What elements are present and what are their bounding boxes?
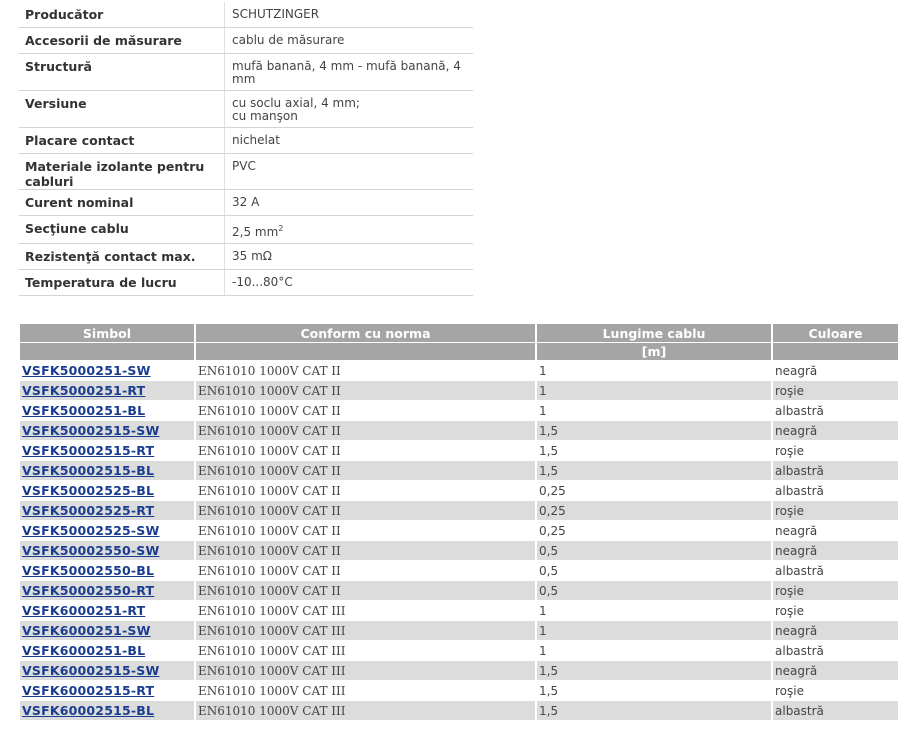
cell-symbol xyxy=(20,560,196,580)
spec-value-line xyxy=(232,276,473,289)
cell-color: albastră xyxy=(773,460,898,480)
spec-value-text: cu manşon xyxy=(232,109,298,123)
cell-norm: EN61010 1000V CAT III xyxy=(196,660,537,680)
cell-color: albastră xyxy=(773,560,898,580)
table-row xyxy=(20,480,898,500)
table-row xyxy=(20,660,898,680)
cell-cable-length: 1,5 xyxy=(537,660,773,680)
spec-value xyxy=(225,128,473,153)
cell-cable-length: 1,5 xyxy=(537,460,773,480)
product-symbol-link[interactable]: VSFK50002550-SW xyxy=(22,543,160,558)
spec-label: Structură xyxy=(19,54,225,90)
spec-value-text: 35 mΩ xyxy=(232,249,272,263)
cell-color: roşie xyxy=(773,580,898,600)
spec-value-line xyxy=(232,134,473,147)
product-symbol-link[interactable]: VSFK5000251-SW xyxy=(22,363,151,378)
cell-cable-length: 1 xyxy=(537,400,773,420)
cell-symbol xyxy=(20,640,196,660)
spec-label: Temperatura de lucru xyxy=(19,270,225,295)
table-row xyxy=(20,540,898,560)
spec-value xyxy=(225,216,473,243)
product-symbol-link[interactable]: VSFK6000251-SW xyxy=(22,623,151,638)
table-row xyxy=(20,620,898,640)
product-symbol-link[interactable]: VSFK50002515-BL xyxy=(22,463,155,478)
spec-value-line xyxy=(232,110,473,123)
spec-value-line xyxy=(232,60,473,86)
cell-cable-length: 1,5 xyxy=(537,680,773,700)
table-row xyxy=(20,500,898,520)
cell-norm: EN61010 1000V CAT III xyxy=(196,600,537,620)
spec-value-text: mufă banană, 4 mm - mufă banană, 4 mm xyxy=(232,59,461,86)
cell-symbol xyxy=(20,700,196,720)
spec-label: Producător xyxy=(19,2,225,27)
subheader-color xyxy=(773,342,898,360)
cell-symbol xyxy=(20,420,196,440)
spec-value xyxy=(225,270,473,295)
product-symbol-link[interactable]: VSFK60002515-RT xyxy=(22,683,155,698)
cell-norm: EN61010 1000V CAT II xyxy=(196,580,537,600)
spec-label: Versiune xyxy=(19,91,225,127)
product-symbol-link[interactable]: VSFK5000251-RT xyxy=(22,383,146,398)
specifications-table xyxy=(19,2,473,296)
spec-row xyxy=(19,190,473,216)
product-symbol-link[interactable]: VSFK50002525-RT xyxy=(22,503,155,518)
spec-value xyxy=(225,2,473,27)
cell-norm: EN61010 1000V CAT II xyxy=(196,380,537,400)
spec-row xyxy=(19,244,473,270)
cell-color: neagră xyxy=(773,540,898,560)
spec-row xyxy=(19,28,473,54)
spec-value-line xyxy=(232,160,473,173)
cell-cable-length: 0,5 xyxy=(537,580,773,600)
cell-norm: EN61010 1000V CAT II xyxy=(196,400,537,420)
table-row xyxy=(20,600,898,620)
cell-color: neagră xyxy=(773,420,898,440)
cell-cable-length: 1,5 xyxy=(537,420,773,440)
spec-value-line xyxy=(232,196,473,209)
cell-cable-length: 0,25 xyxy=(537,520,773,540)
cell-norm: EN61010 1000V CAT III xyxy=(196,640,537,660)
cell-color: roşie xyxy=(773,380,898,400)
product-symbol-link[interactable]: VSFK60002515-SW xyxy=(22,663,160,678)
cell-symbol xyxy=(20,400,196,420)
product-symbol-link[interactable]: VSFK50002550-RT xyxy=(22,583,155,598)
cell-symbol xyxy=(20,520,196,540)
product-symbol-link[interactable]: VSFK50002515-SW xyxy=(22,423,160,438)
table-row xyxy=(20,640,898,660)
table-row xyxy=(20,420,898,440)
product-symbol-link[interactable]: VSFK60002515-BL xyxy=(22,703,155,718)
cell-color: neagră xyxy=(773,620,898,640)
cell-cable-length: 1 xyxy=(537,380,773,400)
table-row xyxy=(20,360,898,380)
cell-cable-length: 1 xyxy=(537,620,773,640)
cell-color: neagră xyxy=(773,360,898,380)
header-cable-length[interactable]: Lungime cablu xyxy=(537,324,773,342)
cell-symbol xyxy=(20,620,196,640)
spec-value-line xyxy=(232,222,473,239)
cell-norm: EN61010 1000V CAT II xyxy=(196,460,537,480)
spec-value-line xyxy=(232,8,473,21)
cell-norm: EN61010 1000V CAT II xyxy=(196,540,537,560)
cell-norm: EN61010 1000V CAT II xyxy=(196,520,537,540)
spec-value xyxy=(225,244,473,269)
cell-norm: EN61010 1000V CAT II xyxy=(196,360,537,380)
spec-value-text: -10...80°C xyxy=(232,275,293,289)
cell-symbol xyxy=(20,540,196,560)
product-symbol-link[interactable]: VSFK50002550-BL xyxy=(22,563,155,578)
spec-value-line xyxy=(232,250,473,263)
cell-color: albastră xyxy=(773,640,898,660)
spec-value-text: 2,5 mm xyxy=(232,225,279,239)
spec-row xyxy=(19,2,473,28)
spec-label: Curent nominal xyxy=(19,190,225,215)
spec-value-superscript: 2 xyxy=(278,224,284,233)
cell-norm: EN61010 1000V CAT III xyxy=(196,700,537,720)
table-row xyxy=(20,400,898,420)
cell-cable-length: 1 xyxy=(537,360,773,380)
cell-cable-length: 0,5 xyxy=(537,540,773,560)
spec-row xyxy=(19,270,473,296)
cell-color: roşie xyxy=(773,500,898,520)
product-symbol-link[interactable]: VSFK5000251-BL xyxy=(22,403,146,418)
cell-cable-length: 0,25 xyxy=(537,500,773,520)
cell-color: neagră xyxy=(773,660,898,680)
cell-symbol xyxy=(20,360,196,380)
spec-value-text: cablu de măsurare xyxy=(232,33,345,47)
spec-label: Materiale izolante pentru cabluri xyxy=(19,154,225,189)
cell-norm: EN61010 1000V CAT II xyxy=(196,480,537,500)
spec-value-text: cu soclu axial, 4 mm; xyxy=(232,96,360,110)
cell-cable-length: 0,25 xyxy=(537,480,773,500)
cell-symbol xyxy=(20,580,196,600)
table-row xyxy=(20,440,898,460)
cell-cable-length: 1,5 xyxy=(537,700,773,720)
table-row xyxy=(20,520,898,540)
cell-color: roşie xyxy=(773,600,898,620)
spec-label: Placare contact xyxy=(19,128,225,153)
spec-label: Secţiune cablu xyxy=(19,216,225,243)
cell-symbol xyxy=(20,500,196,520)
cell-symbol xyxy=(20,380,196,400)
spec-row xyxy=(19,154,473,190)
cell-color: albastră xyxy=(773,480,898,500)
spec-label: Accesorii de măsurare xyxy=(19,28,225,53)
subheader-symbol xyxy=(20,342,196,360)
table-row xyxy=(20,580,898,600)
spec-row xyxy=(19,216,473,244)
spec-value xyxy=(225,54,473,90)
product-symbol-link[interactable]: VSFK6000251-RT xyxy=(22,603,146,618)
cell-norm: EN61010 1000V CAT II xyxy=(196,420,537,440)
spec-value-text: nichelat xyxy=(232,133,280,147)
cell-cable-length: 1 xyxy=(537,640,773,660)
table-row xyxy=(20,700,898,720)
cell-cable-length: 1 xyxy=(537,600,773,620)
cell-color: albastră xyxy=(773,700,898,720)
cell-color: albastră xyxy=(773,400,898,420)
cell-norm: EN61010 1000V CAT III xyxy=(196,680,537,700)
product-symbol-link[interactable]: VSFK50002525-SW xyxy=(22,523,160,538)
spec-value-text: PVC xyxy=(232,159,256,173)
table-row xyxy=(20,460,898,480)
cell-color: roşie xyxy=(773,440,898,460)
spec-value-line xyxy=(232,34,473,47)
spec-value-text: 32 A xyxy=(232,195,260,209)
table-row xyxy=(20,380,898,400)
cell-norm: EN61010 1000V CAT II xyxy=(196,560,537,580)
subheader-norm xyxy=(196,342,537,360)
subheader-length-unit: [m] xyxy=(537,342,773,360)
table-row xyxy=(20,560,898,580)
spec-value xyxy=(225,91,473,127)
product-variants-table xyxy=(20,324,898,720)
cell-cable-length: 1,5 xyxy=(537,440,773,460)
cell-cable-length: 0,5 xyxy=(537,560,773,580)
header-norm[interactable]: Conform cu norma xyxy=(196,324,537,342)
cell-symbol xyxy=(20,680,196,700)
spec-value-text: SCHUTZINGER xyxy=(232,7,320,21)
header-color[interactable]: Culoare xyxy=(773,324,898,342)
cell-color: neagră xyxy=(773,520,898,540)
header-symbol[interactable]: Simbol xyxy=(20,324,196,342)
cell-norm: EN61010 1000V CAT III xyxy=(196,620,537,640)
cell-norm: EN61010 1000V CAT II xyxy=(196,500,537,520)
spec-value xyxy=(225,28,473,53)
cell-symbol xyxy=(20,440,196,460)
table-header-row xyxy=(20,324,898,342)
spec-row xyxy=(19,54,473,91)
cell-symbol xyxy=(20,600,196,620)
table-subheader-row xyxy=(20,342,898,360)
product-symbol-link[interactable]: VSFK50002515-RT xyxy=(22,443,155,458)
spec-value xyxy=(225,190,473,215)
cell-norm: EN61010 1000V CAT II xyxy=(196,440,537,460)
product-symbol-link[interactable]: VSFK6000251-BL xyxy=(22,643,146,658)
spec-label: Rezistenţă contact max. xyxy=(19,244,225,269)
cell-symbol xyxy=(20,660,196,680)
table-row xyxy=(20,680,898,700)
product-symbol-link[interactable]: VSFK50002525-BL xyxy=(22,483,155,498)
spec-row xyxy=(19,91,473,128)
cell-symbol xyxy=(20,480,196,500)
spec-value xyxy=(225,154,473,189)
spec-row xyxy=(19,128,473,154)
cell-color: roşie xyxy=(773,680,898,700)
cell-symbol xyxy=(20,460,196,480)
